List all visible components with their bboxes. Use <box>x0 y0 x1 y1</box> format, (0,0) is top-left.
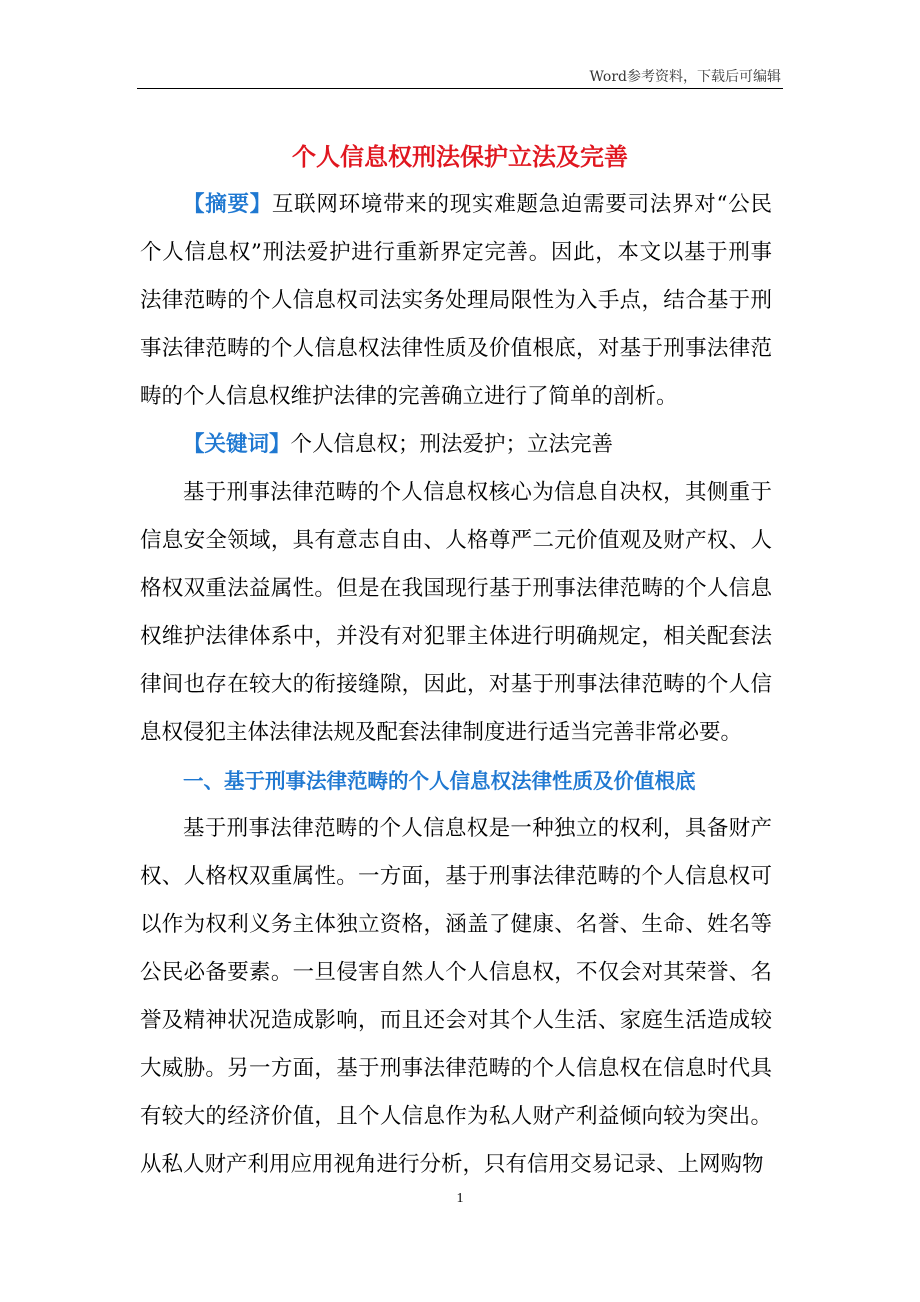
document-title: 个人信息权刑法保护立法及完善 <box>292 143 628 171</box>
section-1-paragraph: 基于刑事法律范畴的个人信息权是一种独立的权利，具备财产权、人格权双重属性。一方面，基于刑事法律范畴的个人信息权可以作为权利义务主体独立资格，涵盖了健康、名誉、生命、姓名等公民必备要素。一旦侵害自然人个人信息权，不仅会对其荣誉、名誉及精神状况造成影响，而且还会对其个人生活、家庭生活造成较大威胁。另一方面，基于刑事法律范畴的个人信息权在信息时代具有较大的经济价值，且个人信息作为私人财产利益倾向较为突出。从私人财产利用应用视角进行分析，只有信用交易记录、上网购物 <box>140 816 772 1177</box>
section-1-heading: 一、基于刑事法律范畴的个人信息权法律性质及价值根底 <box>183 769 696 793</box>
abstract-paragraph <box>140 181 772 421</box>
intro-paragraph: 基于刑事法律范畴的个人信息权核心为信息自决权，其侧重于信息安全领域，具有意志自由、人格尊严二元价值观及财产权、人格权双重法益属性。但是在我国现行基于刑事法律范畴的个人信息权维护法律体系中，并没有对犯罪主体进行明确规定，相关配套法律间也存在较大的衔接缝隙，因此，对基于刑事法律范畴的个人信息权侵犯主体法律法规及配套法律制度进行适当完善非常必要。 <box>140 480 772 745</box>
keywords-text: 个人信息权；刑法爱护；立法完善 <box>290 432 614 457</box>
document-body <box>140 181 772 1189</box>
abstract-text: 互联网环境带来的现实难题急迫需要司法界对“公民个人信息权”刑法爱护进行重新界定完善。因此，本文以基于刑事法律范畴的个人信息权司法实务处理局限性为入手点，结合基于刑事法律范畴的个人信息权法律性质及价值根底，对基于刑事法律范畴的个人信息权维护法律的完善确立进行了简单的剖析。 <box>140 192 772 409</box>
abstract-label: 【摘要】 <box>183 192 272 217</box>
keywords-label: 【关键词】 <box>183 432 291 457</box>
header-text: Word参考资料，下载后可编辑 <box>589 69 781 85</box>
header-divider <box>137 88 783 89</box>
page-number: 1 <box>456 1191 464 1206</box>
keywords-paragraph <box>140 421 772 469</box>
